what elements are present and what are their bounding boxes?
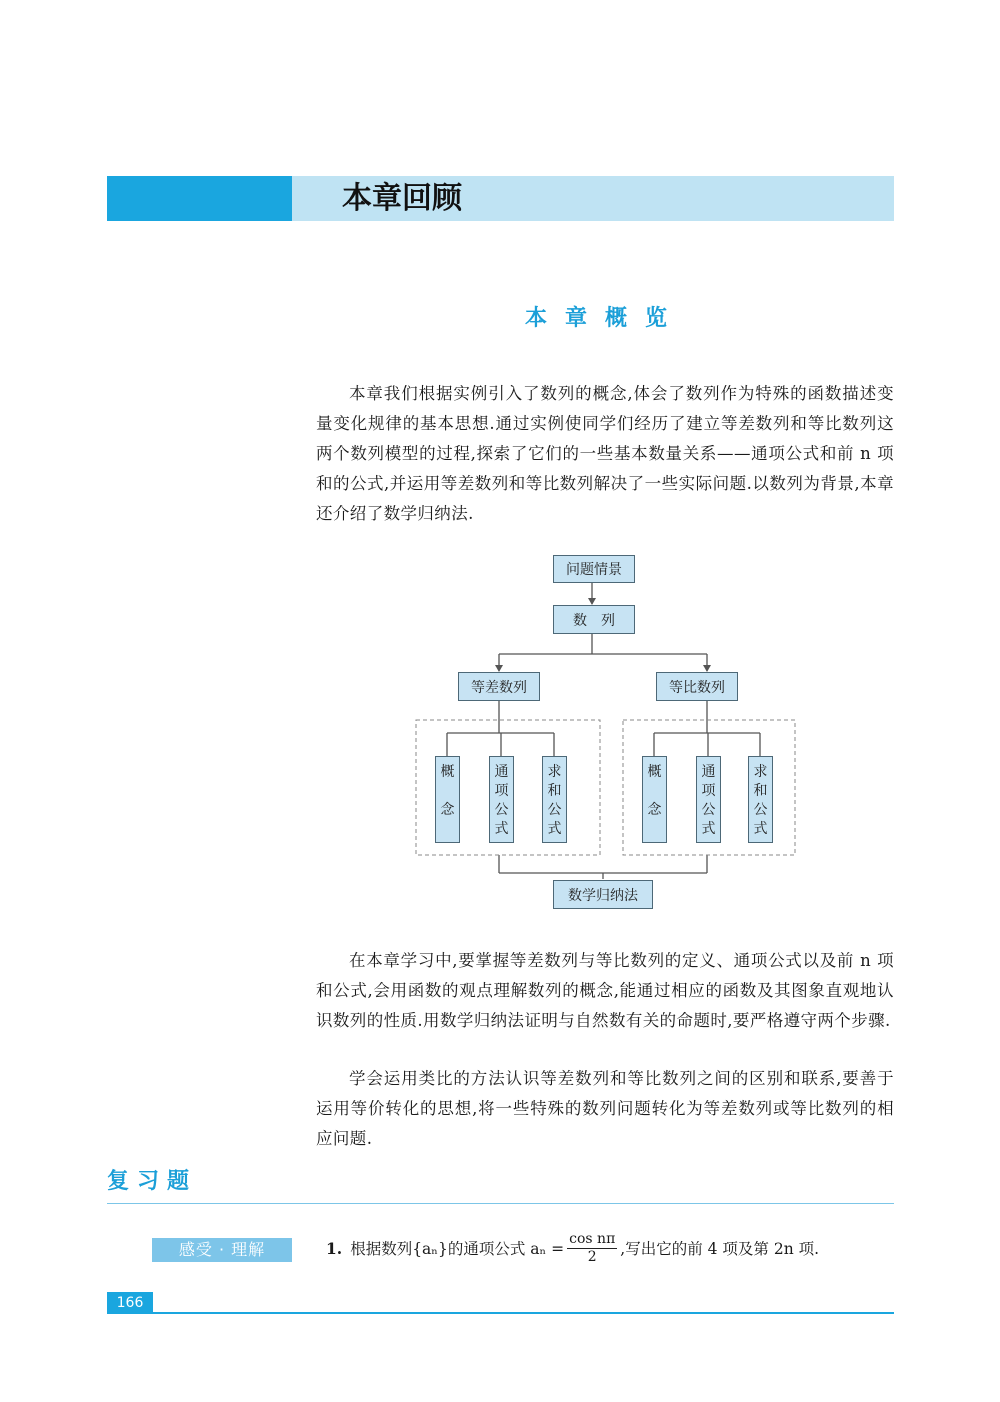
footer-rule bbox=[153, 1312, 894, 1314]
formula-fraction bbox=[567, 1231, 617, 1266]
review-question-1 bbox=[326, 1228, 819, 1268]
review-title: 复习题 bbox=[107, 1169, 198, 1194]
flowchart-node-geometric: 等比数列 bbox=[656, 672, 738, 701]
flowchart-node-situation: 问题情景 bbox=[553, 555, 635, 583]
chapter-banner-dark bbox=[107, 176, 292, 221]
review-divider bbox=[107, 1203, 894, 1204]
overview-paragraph-2: 在本章学习中,要掌握等差数列与等比数列的定义、通项公式以及前 n 项和公式,会用函数的观点理解数列的概念,能通过相应的函数及其图象直观地认识数列的性质.用数学归纳法证明与自然数有关的命题时,要严格遵守两个步骤. bbox=[316, 950, 894, 1030]
flowchart-node-arithmetic: 等差数列 bbox=[458, 672, 540, 701]
fraction-denominator: 2 bbox=[587, 1248, 597, 1265]
flowchart-node-induction: 数学归纳法 bbox=[553, 880, 653, 909]
flowchart-node-arith-general-term: 通 项 公 式 bbox=[489, 756, 514, 843]
fraction-numerator: cos nπ bbox=[569, 1230, 616, 1247]
question-number: 1. bbox=[326, 1238, 343, 1258]
flowchart-connectors bbox=[410, 548, 800, 918]
question-text-before: 根据数列{aₙ}的通项公式 aₙ = bbox=[350, 1240, 565, 1258]
chapter-title: 本章回顾 bbox=[342, 181, 462, 216]
overview-paragraph-1: 本章我们根据实例引入了数列的概念,体会了数列作为特殊的函数描述变量变化规律的基本思想.通过实例使同学们经历了建立等差数列和等比数列这两个数列模型的过程,探索了它们的一些基本数量关系——通项公式和前 n 项和的公式,并运用等差数列和等比数列解决了一些实际问题.以数列为背景,本章还介绍了数学归纳法. bbox=[316, 383, 894, 523]
flowchart-node-geo-concept: 概 念 bbox=[642, 756, 667, 843]
section-tag: 感受 · 理解 bbox=[152, 1238, 292, 1262]
page-number: 166 bbox=[107, 1292, 153, 1314]
overview-paragraph-3: 学会运用类比的方法认识等差数列和等比数列之间的区别和联系,要善于运用等价转化的思想,将一些特殊的数列问题转化为等差数列或等比数列的相应问题. bbox=[316, 1068, 894, 1148]
overview-title: 本章概览 bbox=[524, 306, 685, 331]
flowchart-node-geo-general-term: 通 项 公 式 bbox=[696, 756, 721, 843]
flowchart-node-arith-sum: 求 和 公 式 bbox=[542, 756, 567, 843]
flowchart-node-geo-sum: 求 和 公 式 bbox=[748, 756, 773, 843]
flowchart-node-arith-concept: 概 念 bbox=[435, 756, 460, 843]
question-text-after: ,写出它的前 4 项及第 2n 项. bbox=[620, 1240, 820, 1258]
concept-flowchart bbox=[410, 548, 800, 918]
flowchart-node-sequence: 数 列 bbox=[553, 605, 635, 634]
